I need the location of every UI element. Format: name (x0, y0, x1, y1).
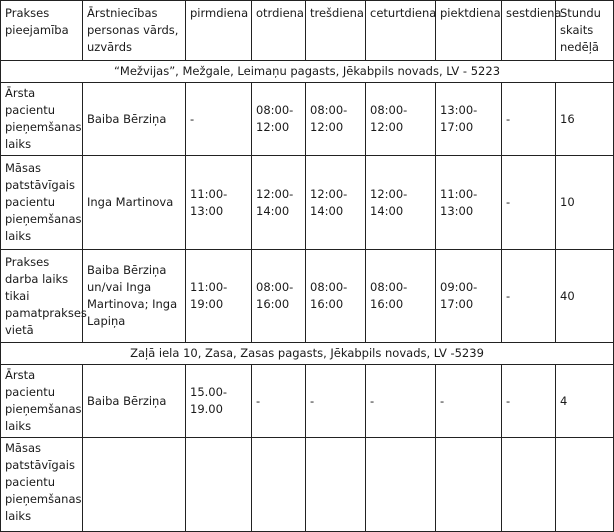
cell-weekly-hours: 40 (556, 250, 614, 343)
address-row (1, 61, 614, 83)
cell-friday: 11:00-13:00 (436, 156, 502, 250)
cell-wednesday: 08:00-16:00 (306, 250, 366, 343)
cell-monday: 15.00-19.00 (186, 365, 252, 438)
cell-availability: Prakses darba laiks tikai pamatprakses vietā (1, 250, 83, 343)
cell-weekly-hours (556, 438, 614, 532)
cell-weekly-hours: 10 (556, 156, 614, 250)
cell-availability: Māsas patstāvīgais pacientu pieņemšanas laiks (1, 156, 83, 250)
cell-wednesday: 12:00-14:00 (306, 156, 366, 250)
cell-saturday: - (502, 365, 556, 438)
header-thursday: ceturtdiena (366, 1, 436, 61)
cell-tuesday: 08:00-12:00 (252, 83, 306, 156)
header-tuesday: otrdiena (252, 1, 306, 61)
cell-weekly-hours: 16 (556, 83, 614, 156)
cell-monday (186, 438, 252, 532)
cell-person (83, 438, 186, 532)
cell-tuesday: 12:00-14:00 (252, 156, 306, 250)
cell-friday: 09:00-17:00 (436, 250, 502, 343)
cell-saturday (502, 438, 556, 532)
cell-wednesday: - (306, 365, 366, 438)
cell-availability: Ārsta pacientu pieņemšanas laiks (1, 83, 83, 156)
cell-tuesday (252, 438, 306, 532)
table-row (1, 250, 614, 343)
cell-saturday: - (502, 250, 556, 343)
cell-thursday: - (366, 365, 436, 438)
cell-monday: 11:00-13:00 (186, 156, 252, 250)
table-row (1, 365, 614, 438)
header-weekly-hours: Stundu skaits nedēļā (556, 1, 614, 61)
cell-thursday (366, 438, 436, 532)
header-saturday: sestdiena (502, 1, 556, 61)
cell-weekly-hours: 4 (556, 365, 614, 438)
table-row (1, 83, 614, 156)
table-row (1, 438, 614, 532)
cell-saturday: - (502, 156, 556, 250)
cell-person: Inga Martinova (83, 156, 186, 250)
address-cell: Zaļā iela 10, Zasa, Zasas pagasts, Jēkabpils novads, LV -5239 (1, 343, 614, 365)
header-person: Ārstniecības personas vārds, uzvārds (83, 1, 186, 61)
cell-wednesday: 08:00-12:00 (306, 83, 366, 156)
cell-monday: 11:00-19:00 (186, 250, 252, 343)
cell-tuesday: 08:00-16:00 (252, 250, 306, 343)
cell-wednesday (306, 438, 366, 532)
header-wednesday: trešdiena (306, 1, 366, 61)
cell-person: Baiba Bērziņa (83, 83, 186, 156)
cell-friday: - (436, 365, 502, 438)
cell-saturday: - (502, 83, 556, 156)
address-row (1, 343, 614, 365)
cell-person: Baiba Bērziņa un/vai Inga Martinova; Inga Lapiņa (83, 250, 186, 343)
table-row (1, 156, 614, 250)
cell-tuesday: - (252, 365, 306, 438)
cell-thursday: 08:00-16:00 (366, 250, 436, 343)
header-friday: piektdiena (436, 1, 502, 61)
address-cell: “Mežvijas”, Mežgale, Leimaņu pagasts, Jēkabpils novads, LV - 5223 (1, 61, 614, 83)
cell-person: Baiba Bērziņa (83, 365, 186, 438)
cell-availability: Ārsta pacientu pieņemšanas laiks (1, 365, 83, 438)
header-monday: pirmdiena (186, 1, 252, 61)
header-availability: Prakses pieejamība (1, 1, 83, 61)
cell-thursday: 08:00-12:00 (366, 83, 436, 156)
cell-monday: - (186, 83, 252, 156)
cell-thursday: 12:00-14:00 (366, 156, 436, 250)
cell-availability: Māsas patstāvīgais pacientu pieņemšanas laiks (1, 438, 83, 532)
cell-friday (436, 438, 502, 532)
cell-friday: 13:00-17:00 (436, 83, 502, 156)
header-row (1, 1, 614, 61)
